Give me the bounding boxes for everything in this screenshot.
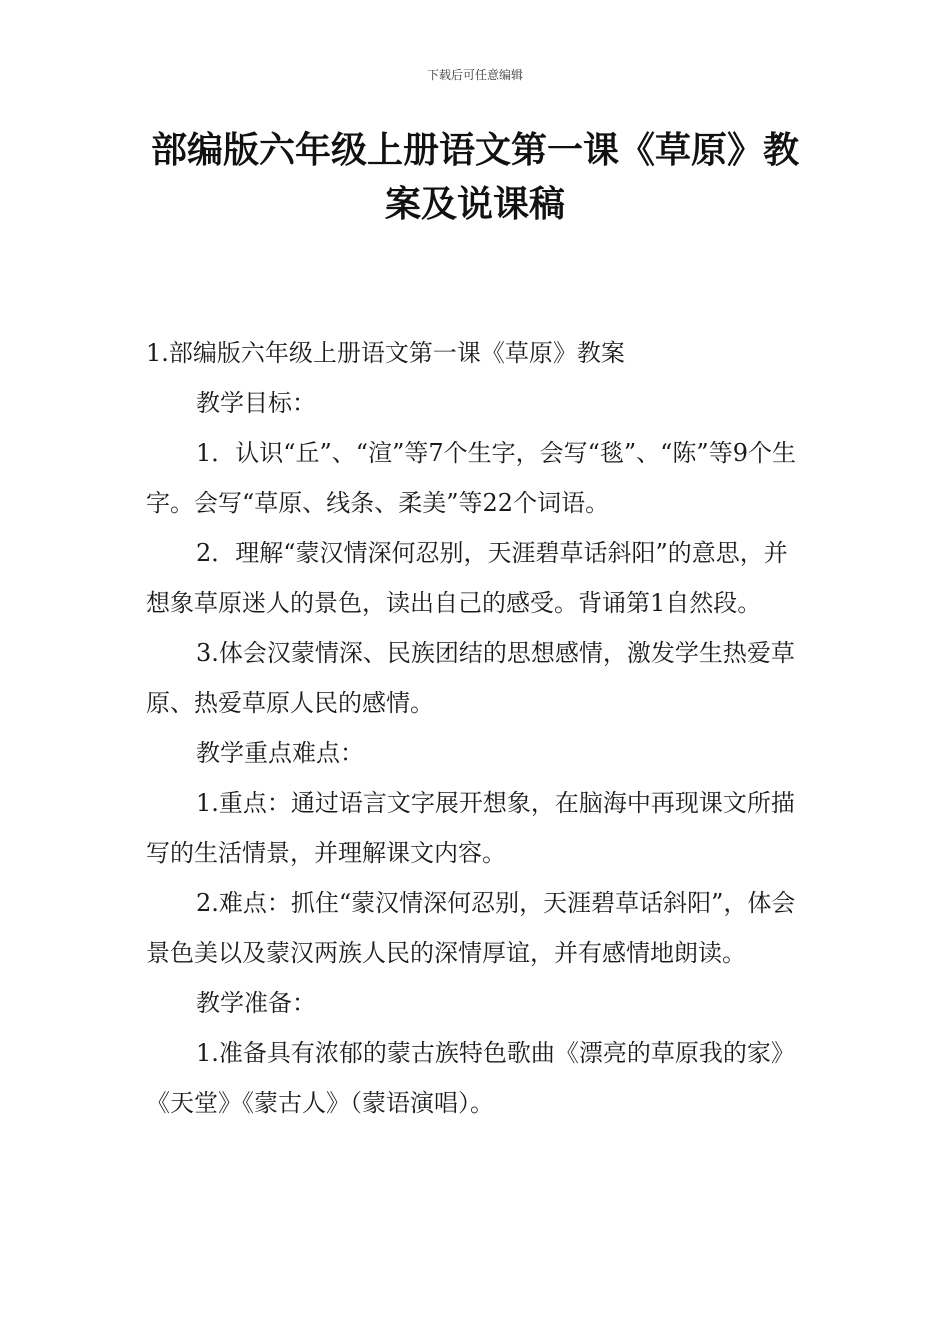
subheading-key-points: 教学重点难点： [196,739,364,767]
document-title [145,124,805,232]
document-body [146,328,810,1128]
key-point-item-2: 2.难点：抓住“蒙汉情深何忍别，天涯碧草话斜阳”，体会景色美以及蒙汉两族人民的深情厚谊，并有感情地朗读。 [146,889,796,967]
subheading-preparation: 教学准备： [196,989,316,1017]
goal-item-1: 1．认识“丘”、“渲”等7个生字，会写“毯”、“陈”等9个生字。会写“草原、线条、柔美”等22个词语。 [146,439,796,517]
title-line-2: 案及说课稿 [384,184,565,225]
title-line-1: 部编版六年级上册语文第一课《草原》教 [150,130,799,171]
preparation-item-1: 1.准备具有浓郁的蒙古族特色歌曲《漂亮的草原我的家》《天堂》《蒙古人》（蒙语演唱）。 [146,1039,795,1117]
header-note: 下载后可任意编辑 [426,68,523,82]
goal-item-3: 3.体会汉蒙情深、民族团结的思想感情，激发学生热爱草原、热爱草原人民的感情。 [146,639,795,717]
goal-item-2: 2．理解“蒙汉情深何忍别，天涯碧草话斜阳”的意思，并想象草原迷人的景色，读出自己的感受。背诵第1自然段。 [146,539,788,617]
subheading-teaching-goals: 教学目标： [196,389,316,417]
key-point-item-1: 1.重点：通过语言文字展开想象，在脑海中再现课文所描写的生活情景，并理解课文内容。 [146,789,795,867]
section-heading: 1.部编版六年级上册语文第一课《草原》教案 [146,339,625,367]
